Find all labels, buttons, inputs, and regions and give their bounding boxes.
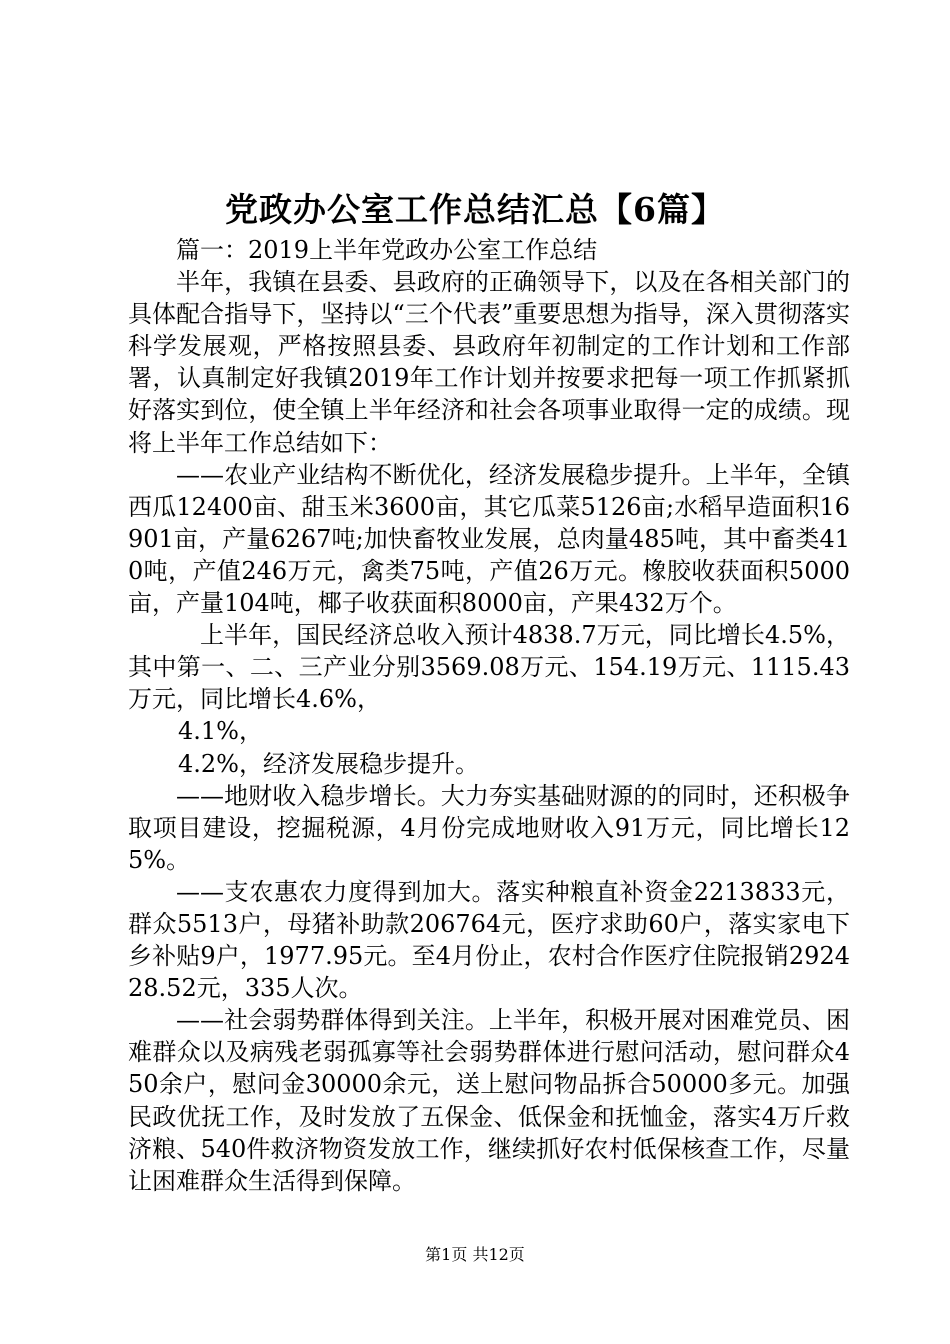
paragraph: 4.2%，经济发展稳步提升。 xyxy=(178,749,479,778)
paragraph: 4.1%， xyxy=(178,717,263,746)
paragraph: ——农业产业结构不断优化，经济发展稳步提升。上半年，全镇西瓜12400亩、甜玉米3600亩，其它瓜菜5126亩;水稻早造面积16901亩，产量6267吨;加快畜牧业发展，总肉量485吨，其中畜类410吨，产值246万元，禽类75吨，产值26万元。橡胶收获面积5000亩，产量104吨，椰子收获面积8000亩，产果432万个。 xyxy=(128,460,850,618)
paragraph: 半年，我镇在县委、县政府的正确领导下，以及在各相关部门的具体配合指导下，坚持以“三个代表”重要思想为指导，深入贯彻落实科学发展观，严格按照县委、县政府年初制定的工作计划和工作部署，认真制定好我镇2019年工作计划并按要求把每一项工作抓紧抓好落实到位，使全镇上半年经济和社会各项事业取得一定的成绩。现将上半年工作总结如下： xyxy=(128,268,850,457)
paragraph: ——地财收入稳步增长。大力夯实基础财源的的同时，还积极争取项目建设，挖掘税源，4月份完成地财收入91万元，同比增长125%。 xyxy=(128,781,850,874)
paragraph: ——社会弱势群体得到关注。上半年，积极开展对困难党员、困难群众以及病残老弱孤寡等社会弱势群体进行慰问活动，慰问群众450余户，慰问金30000余元，送上慰问物品拆合50000多元。加强民政优抚工作，及时发放了五保金、低保金和抚恤金，落实4万斤救济粮、540件救济物资发放工作，继续抓好农村低保核查工作，尽量让困难群众生活得到保障。 xyxy=(128,1006,850,1195)
page-number-footer: 第1页 共12页 xyxy=(425,1245,525,1264)
section-heading: 篇一：2019上半年党政办公室工作总结 xyxy=(176,236,598,264)
document-title: 党政办公室工作总结汇总【6篇】 xyxy=(225,190,725,229)
paragraph: 上半年，国民经济总收入预计4838.7万元，同比增长4.5%，其中第一、二、三产业分别3569.08万元、154.19万元、1115.43万元，同比增长4.6%， xyxy=(128,621,850,714)
document-body xyxy=(128,234,850,1197)
paragraph: ——支农惠农力度得到加大。落实种粮直补资金2213833元，群众5513户，母猪补助款206764元，医疗求助60户，落实家电下乡补贴9户，1977.95元。至4月份止，农村合作医疗住院报销292428.52元，335人次。 xyxy=(128,877,850,1003)
